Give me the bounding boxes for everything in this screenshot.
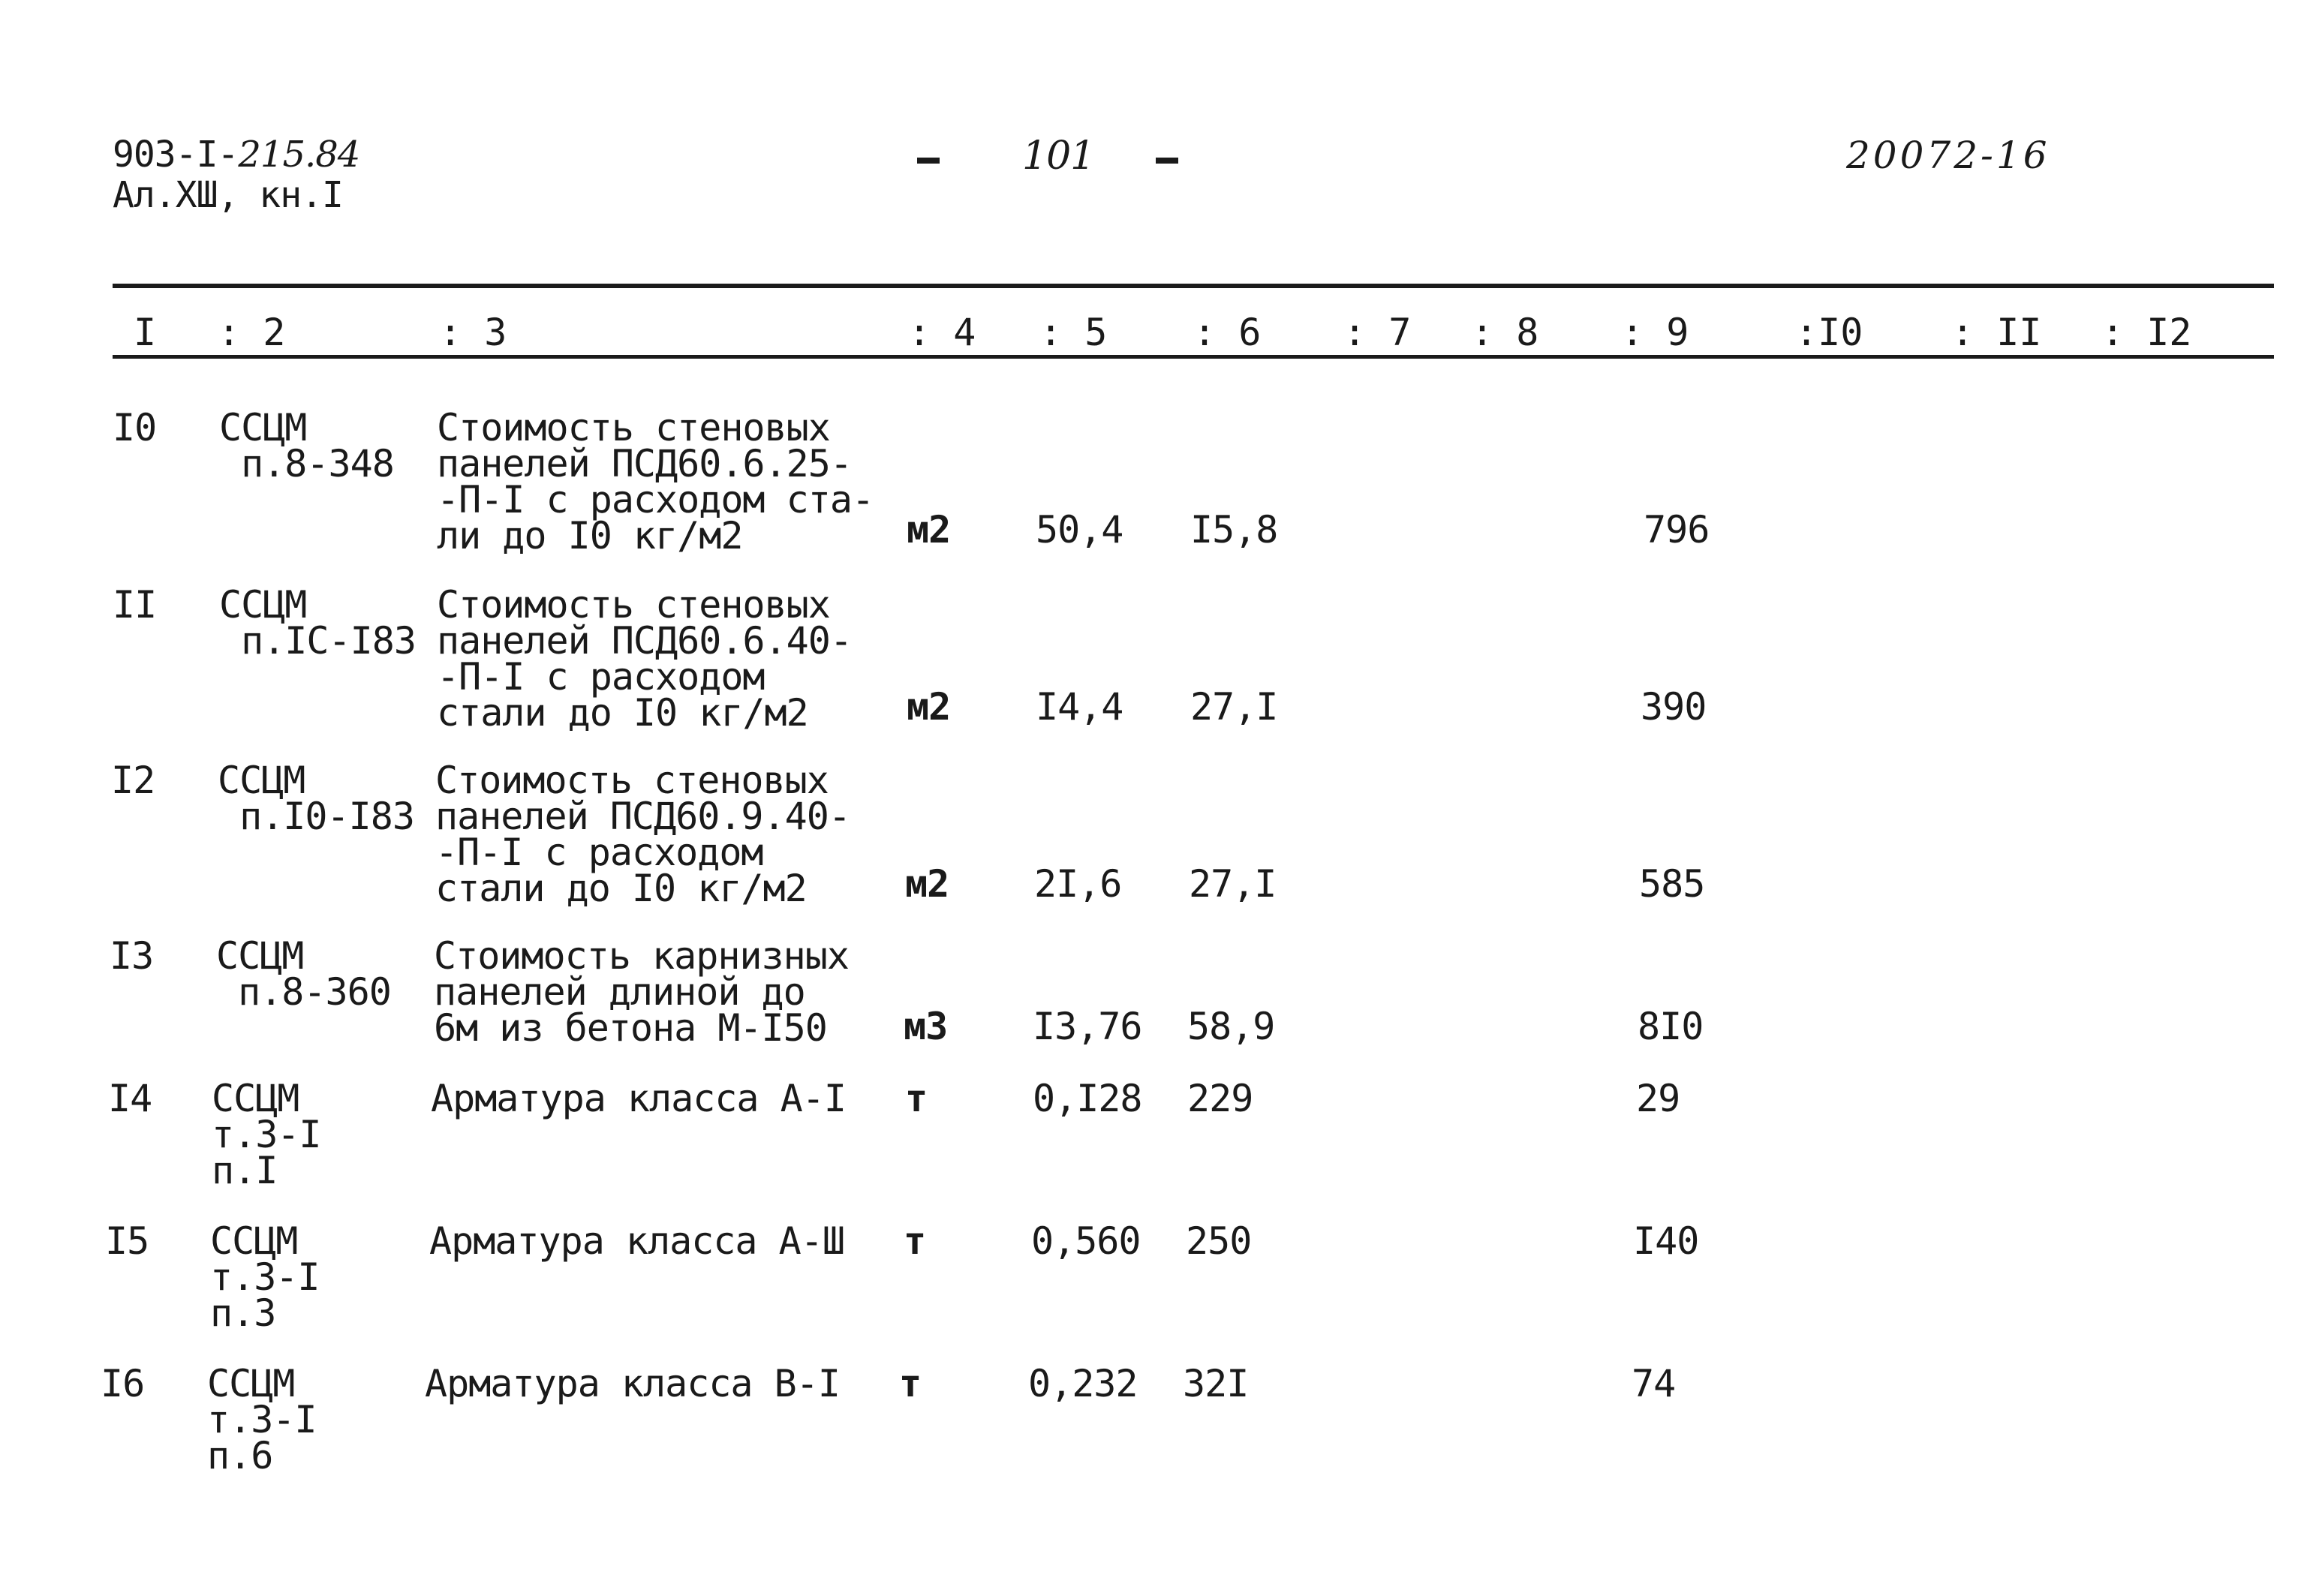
page-dash-right xyxy=(1156,158,1178,164)
row-description: Стоимость карнизных панелей длиной до 6м из бетона М-I50 xyxy=(434,934,849,1050)
row-number: I0 xyxy=(113,406,157,449)
row-unit-price: 229 xyxy=(1187,1077,1253,1120)
row-reference: ССЦМ т.3-I п.6 xyxy=(207,1362,317,1477)
document-code-handwritten: 215.84 xyxy=(238,134,360,176)
row-unit: т xyxy=(904,1219,926,1263)
row-reference: ССЦМ п.8-360 xyxy=(216,934,391,1014)
column-header-8: : 8 xyxy=(1471,311,1539,354)
row-quantity: 0,I28 xyxy=(1033,1077,1142,1120)
column-header-6: : 6 xyxy=(1193,311,1262,354)
column-header-3: : 3 xyxy=(439,311,507,354)
row-total: 8I0 xyxy=(1638,1005,1704,1048)
row-unit-price: 250 xyxy=(1186,1219,1252,1263)
row-quantity: I3,76 xyxy=(1033,1005,1142,1048)
row-unit-price: 32I xyxy=(1183,1362,1249,1405)
row-description: Стоимость стеновых панелей ПСД60.9.40- -П-I с расходом стали до I0 кг/м2 xyxy=(435,759,850,910)
row-reference: ССЦМ п.I0-I83 xyxy=(218,759,414,838)
row-total: 796 xyxy=(1644,508,1710,552)
registration-number: 20072-16 xyxy=(1846,134,2050,177)
column-header-12: : I2 xyxy=(2101,311,2192,354)
row-number: II xyxy=(113,583,157,627)
row-unit-price: 27,I xyxy=(1189,862,1277,906)
row-unit: м2 xyxy=(907,685,951,729)
row-number: I5 xyxy=(105,1219,149,1263)
row-number: I4 xyxy=(108,1077,152,1120)
row-description: Арматура класса А-Ш xyxy=(429,1219,844,1263)
document-code xyxy=(113,134,360,176)
row-unit: т xyxy=(905,1077,928,1120)
row-description: Арматура класса А-I xyxy=(431,1077,846,1120)
document-code-prefix: 903-I- xyxy=(113,134,239,176)
row-unit: м3 xyxy=(904,1005,948,1048)
row-total: 390 xyxy=(1641,685,1707,729)
page-dash-left xyxy=(917,158,940,164)
column-header-5: : 5 xyxy=(1039,311,1108,354)
row-unit: т xyxy=(899,1362,922,1405)
page-number: 101 xyxy=(1022,134,1095,179)
row-number: I2 xyxy=(111,759,155,802)
row-unit: м2 xyxy=(907,508,951,552)
row-reference: ССЦМ т.3-I п.3 xyxy=(210,1219,320,1335)
column-header-7: : 7 xyxy=(1343,311,1412,354)
row-reference: ССЦМ п.IС-I83 xyxy=(219,583,416,663)
row-quantity: 0,232 xyxy=(1028,1362,1138,1405)
table-header-rule xyxy=(113,355,2274,359)
row-total: 585 xyxy=(1639,862,1705,906)
row-description: Стоимость стеновых панелей ПСД60.6.25- -П-I с расходом ста- ли до I0 кг/м2 xyxy=(437,406,874,558)
row-number: I3 xyxy=(110,934,154,978)
row-total: I40 xyxy=(1633,1219,1699,1263)
row-total: 74 xyxy=(1632,1362,1676,1405)
album-reference: Ал.XШ, кн.I xyxy=(113,174,343,216)
table-top-rule xyxy=(113,284,2274,288)
column-header-10: :I0 xyxy=(1795,311,1863,354)
row-description: Арматура класса В-I xyxy=(425,1362,840,1405)
row-quantity: I4,4 xyxy=(1036,685,1123,729)
row-total: 29 xyxy=(1636,1077,1680,1120)
row-unit: м2 xyxy=(905,862,949,906)
row-description: Стоимость стеновых панелей ПСД60.6.40- -П-I с расходом стали до I0 кг/м2 xyxy=(437,583,852,735)
row-unit-price: I5,8 xyxy=(1190,508,1278,552)
row-reference: ССЦМ т.3-I п.I xyxy=(212,1077,321,1192)
row-number: I6 xyxy=(101,1362,145,1405)
row-reference: ССЦМ п.8-348 xyxy=(219,406,394,485)
row-unit-price: 58,9 xyxy=(1187,1005,1275,1048)
row-quantity: 0,560 xyxy=(1031,1219,1141,1263)
row-unit-price: 27,I xyxy=(1190,685,1278,729)
row-quantity: 2I,6 xyxy=(1034,862,1122,906)
column-header-2: : 2 xyxy=(218,311,286,354)
column-header-9: : 9 xyxy=(1621,311,1689,354)
row-quantity: 50,4 xyxy=(1036,508,1123,552)
column-header-1: I xyxy=(134,311,157,354)
column-header-11: : II xyxy=(1951,311,2042,354)
column-header-4: : 4 xyxy=(908,311,976,354)
